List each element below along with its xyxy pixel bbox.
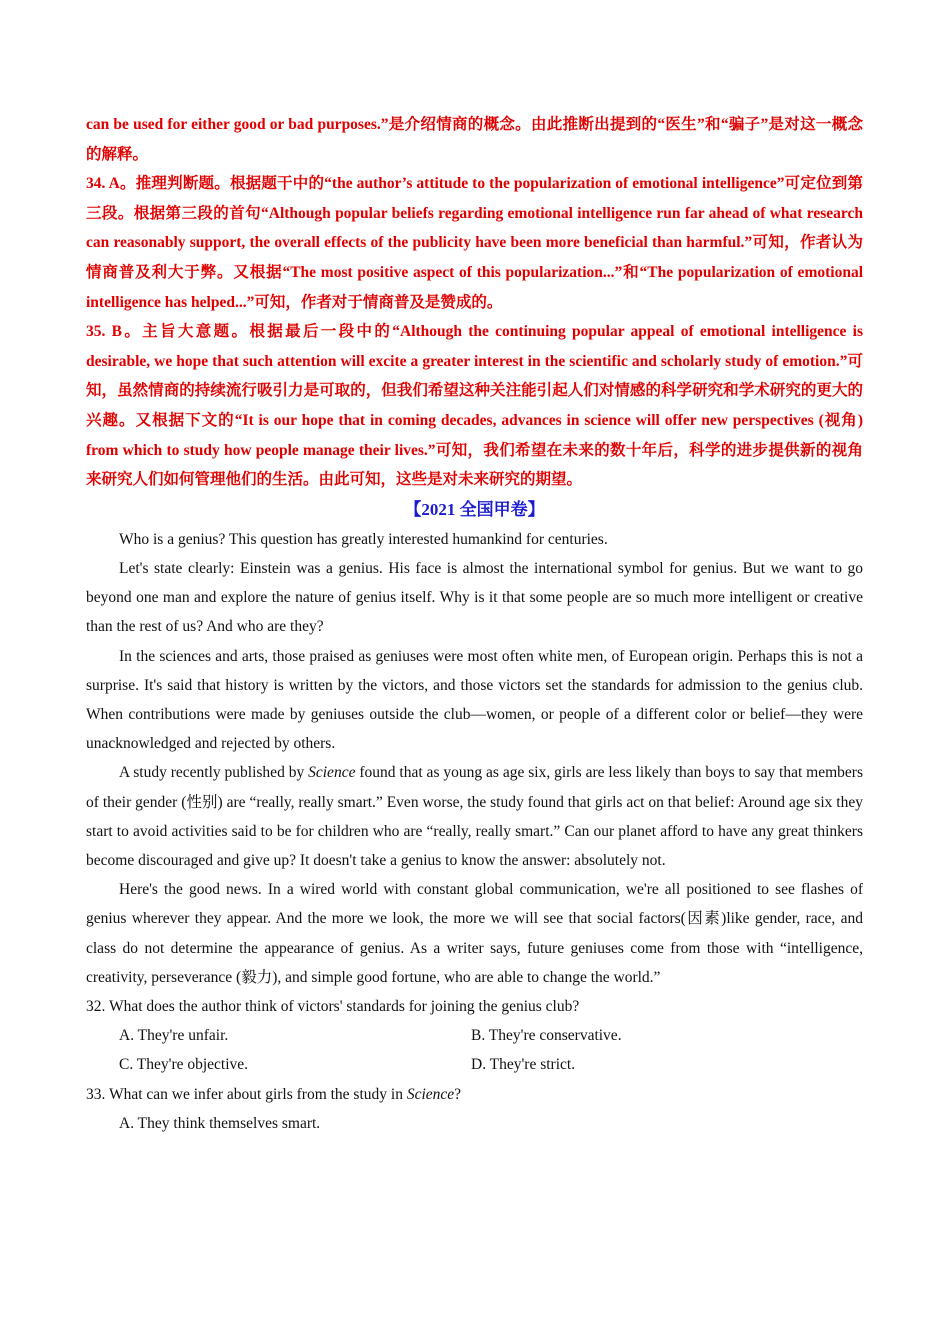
q33-text-post: ? [454, 1085, 462, 1103]
answer-34: 34. A。推理判断题。根据题干中的“the author’s attitude to the popularization of emotional intelligence”可定位到第三段。根据第三段的首句“Although popular beliefs regarding emotional intelligence run far ahead of what research can reasonably support, the overall effects of the publicity have been more beneficial than harmful.”可知，作者认为情商普及利大于弊。又根据“The most positive aspect of this popularization...”和“The popularization of emotional intelligence has helped...”可知，作者对于情商普及是赞成的。 [86, 175, 863, 311]
answer-35: 35. B。主旨大意题。根据最后一段中的“Although the continuing popular appeal of emotional intelligence is desirable, we hope that such attention will excite a greater interest in the scientific and scholarly study of emotion.”可知，虽然情商的持续流行吸引力是可取的，但我们希望这种关注能引起人们对情感的科学研究和学术研究的更大的兴趣。又根据下文的“It is our hope that in coming decades, advances in science will offer new perspectives (视角) from which to study how people manage their lives.”可知，我们希望在未来的数十年后，科学的进步提供新的视角来研究人们如何管理他们的生活。由此可知，这些是对未来研究的期望。 [86, 323, 863, 489]
question-33 [86, 1080, 863, 1109]
option-32-b: B. They're conservative. [471, 1027, 622, 1045]
section-title: 【2021 全国甲卷】 [404, 499, 545, 519]
passage-paragraph-2: Let's state clearly: Einstein was a genius. His face is almost the international symbol for genius. But we want to go beyond one man and explore the nature of genius itself. Why is it that some people are so much more intelligent or creative than the rest of us? And who are they? [86, 559, 863, 636]
option-32-d: D. They're strict. [471, 1056, 576, 1074]
q33-text-pre: 33. What can we infer about girls from the study in [86, 1085, 407, 1103]
question-33-options-row-1 [86, 1109, 863, 1138]
passage-paragraph-4 [86, 758, 863, 875]
answer-continuation: can be used for either good or bad purposes.”是介绍情商的概念。由此推断出提到的“医生”和“骗子”是对这一概念的解释。 [86, 116, 863, 163]
p4-text-pre: A study recently published by [119, 764, 309, 782]
q33-journal-name: Science [406, 1085, 455, 1103]
question-32: 32. What does the author think of victors' standards for joining the genius club? [86, 997, 580, 1015]
p4-journal-name: Science [308, 764, 356, 782]
question-32-options-row-1 [86, 1021, 863, 1050]
p4-text-post: found that as young as age six, girls are less likely than boys to say that members of their gender (性别) are “really, really smart.” Even worse, the study found that girls act on that belief: Around age six they start to avoid activities said to be for children who are “really, really smart.” Can our planet afford to have any great thinkers become discouraged and give up? It doesn't take a genius to know the answer: absolutely not. [86, 764, 863, 869]
document-page [86, 110, 863, 1138]
passage-paragraph-3: In the sciences and arts, those praised as geniuses were most often white men, of European origin. Perhaps this is not a surprise. It's said that history is written by the victors, and those victors set the standards for admission to the genius club. When contributions were made by geniuses outside the club—women, or people of a different color or belief—they were unacknowledged and rejected by others. [86, 647, 863, 753]
option-33-a: A. They think themselves smart. [119, 1114, 321, 1132]
passage-paragraph-5: Here's the good news. In a wired world with constant global communication, we're all positioned to see flashes of genius wherever they appear. And the more we look, the more we will see that social factors(因素)like gender, race, and class do not determine the appearance of genius. As a writer says, future geniuses come from those with “intelligence, creativity, perseverance (毅力), and simple good fortune, who are able to change the world.” [86, 881, 863, 986]
question-32-options-row-2 [86, 1050, 863, 1079]
option-32-c: C. They're objective. [119, 1056, 249, 1074]
option-32-a: A. They're unfair. [119, 1027, 229, 1045]
passage-paragraph-1: Who is a genius? This question has greatly interested humankind for centuries. [119, 530, 608, 548]
